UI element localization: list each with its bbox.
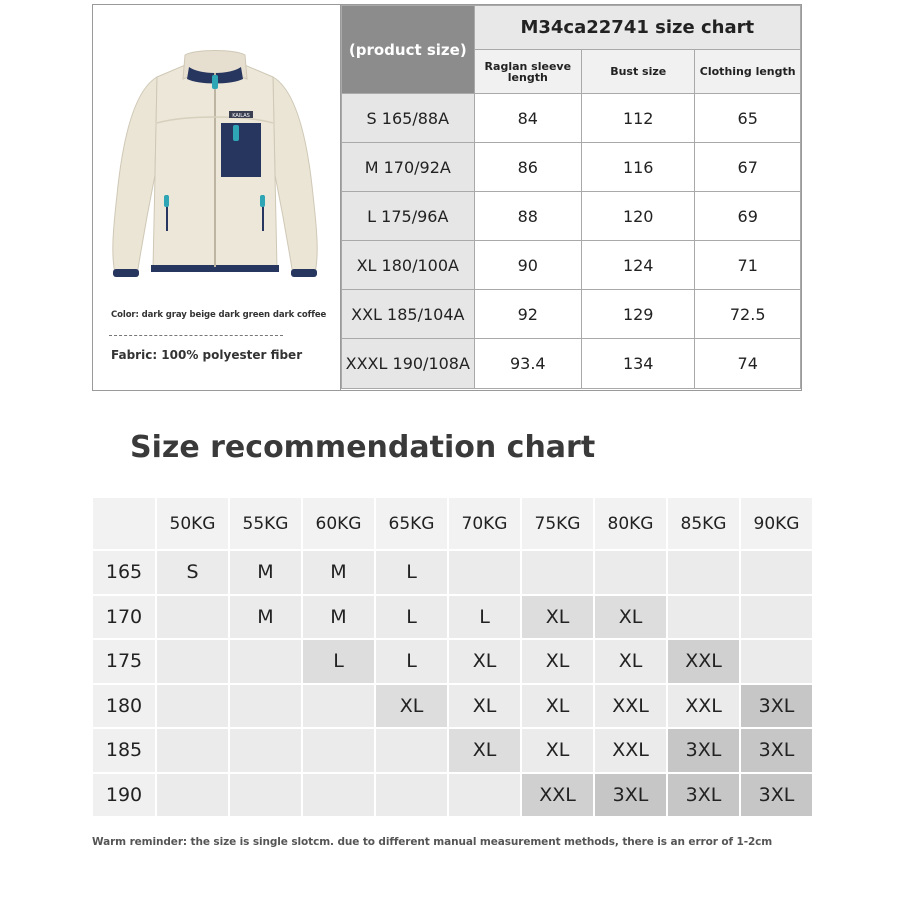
col-head-raglan: Raglan sleeve length — [474, 50, 581, 94]
grid-corner — [93, 498, 155, 549]
size-cell — [157, 640, 228, 683]
size-cell — [230, 640, 301, 683]
size-cell: XL — [449, 685, 520, 728]
warm-reminder: Warm reminder: the size is single slotcm. due to different manual measurement methods, there is an error of 1-2cm — [92, 836, 773, 848]
size-value: 88 — [474, 192, 581, 241]
size-value: 65 — [695, 94, 801, 143]
size-cell — [449, 774, 520, 817]
weight-header: 60KG — [303, 498, 374, 549]
height-label: 180 — [93, 685, 155, 728]
weight-header: 85KG — [668, 498, 739, 549]
size-cell: M — [230, 551, 301, 594]
color-text: Color: dark gray beige dark green dark coffee — [111, 310, 327, 320]
size-cell — [376, 729, 447, 772]
size-cell: XXL — [668, 685, 739, 728]
size-cell — [741, 596, 812, 639]
size-cell: XL — [449, 729, 520, 772]
size-cell — [157, 729, 228, 772]
size-cell: XXL — [522, 774, 593, 817]
size-chart-title: M34ca22741 size chart — [474, 6, 800, 50]
brand-label: KAILAS — [232, 113, 250, 119]
height-label: 170 — [93, 596, 155, 639]
size-cell: XXL — [595, 729, 666, 772]
size-cell: 3XL — [668, 774, 739, 817]
size-cell — [230, 729, 301, 772]
height-label: 185 — [93, 729, 155, 772]
product-size-header: (product size) — [342, 6, 475, 94]
size-cell — [157, 596, 228, 639]
weight-header: 65KG — [376, 498, 447, 549]
size-value: 120 — [582, 192, 695, 241]
size-value: 86 — [474, 143, 581, 192]
size-row-label: XXL 185/104A — [342, 290, 475, 339]
size-value: 92 — [474, 290, 581, 339]
size-value: 84 — [474, 94, 581, 143]
size-cell — [741, 551, 812, 594]
height-label: 175 — [93, 640, 155, 683]
size-cell: 3XL — [668, 729, 739, 772]
height-label: 165 — [93, 551, 155, 594]
size-cell: XL — [522, 640, 593, 683]
size-cell: 3XL — [741, 729, 812, 772]
size-cell — [376, 774, 447, 817]
size-cell: M — [230, 596, 301, 639]
size-cell: L — [376, 640, 447, 683]
size-cell — [230, 774, 301, 817]
size-value: 74 — [695, 339, 801, 389]
size-value: 69 — [695, 192, 801, 241]
size-row-label: L 175/96A — [342, 192, 475, 241]
size-value: 129 — [582, 290, 695, 339]
size-cell: XL — [595, 596, 666, 639]
size-cell: M — [303, 596, 374, 639]
size-cell: XL — [522, 596, 593, 639]
col-head-length: Clothing length — [695, 50, 801, 94]
size-cell — [668, 596, 739, 639]
col-head-bust: Bust size — [582, 50, 695, 94]
weight-header: 55KG — [230, 498, 301, 549]
size-value: 90 — [474, 241, 581, 290]
weight-header: 80KG — [595, 498, 666, 549]
weight-header: 50KG — [157, 498, 228, 549]
dashed-divider — [109, 335, 283, 336]
size-row-label: XXXL 190/108A — [342, 339, 475, 389]
product-panel — [93, 5, 341, 390]
size-cell — [157, 685, 228, 728]
size-value: 71 — [695, 241, 801, 290]
size-cell: L — [303, 640, 374, 683]
size-value: 116 — [582, 143, 695, 192]
size-cell: XL — [522, 729, 593, 772]
size-cell: 3XL — [741, 774, 812, 817]
size-cell: L — [376, 551, 447, 594]
size-cell: XL — [449, 640, 520, 683]
size-cell — [303, 774, 374, 817]
size-value: 124 — [582, 241, 695, 290]
size-cell — [303, 729, 374, 772]
size-cell — [449, 551, 520, 594]
size-cell — [157, 774, 228, 817]
height-label: 190 — [93, 774, 155, 817]
size-cell — [595, 551, 666, 594]
size-cell — [668, 551, 739, 594]
size-cell: 3XL — [595, 774, 666, 817]
size-spec-table — [341, 5, 801, 389]
size-cell — [741, 640, 812, 683]
recommendation-title: Size recommendation chart — [130, 430, 596, 465]
weight-header: 90KG — [741, 498, 812, 549]
size-cell: M — [303, 551, 374, 594]
size-value: 67 — [695, 143, 801, 192]
size-row-label: S 165/88A — [342, 94, 475, 143]
size-cell — [522, 551, 593, 594]
size-value: 134 — [582, 339, 695, 389]
size-value: 112 — [582, 94, 695, 143]
size-value: 93.4 — [474, 339, 581, 389]
recommendation-grid — [93, 498, 812, 816]
size-chart — [92, 4, 802, 391]
size-row-label: M 170/92A — [342, 143, 475, 192]
fabric-text: Fabric: 100% polyester fiber — [111, 348, 303, 362]
size-cell: XL — [522, 685, 593, 728]
size-cell: XXL — [668, 640, 739, 683]
size-value: 72.5 — [695, 290, 801, 339]
size-cell: S — [157, 551, 228, 594]
size-cell: L — [449, 596, 520, 639]
size-row-label: XL 180/100A — [342, 241, 475, 290]
size-cell: XL — [595, 640, 666, 683]
size-cell — [303, 685, 374, 728]
weight-header: 70KG — [449, 498, 520, 549]
jacket-image — [105, 45, 325, 285]
size-cell: 3XL — [741, 685, 812, 728]
weight-header: 75KG — [522, 498, 593, 549]
size-cell: L — [376, 596, 447, 639]
size-cell — [230, 685, 301, 728]
size-cell: XXL — [595, 685, 666, 728]
size-cell: XL — [376, 685, 447, 728]
